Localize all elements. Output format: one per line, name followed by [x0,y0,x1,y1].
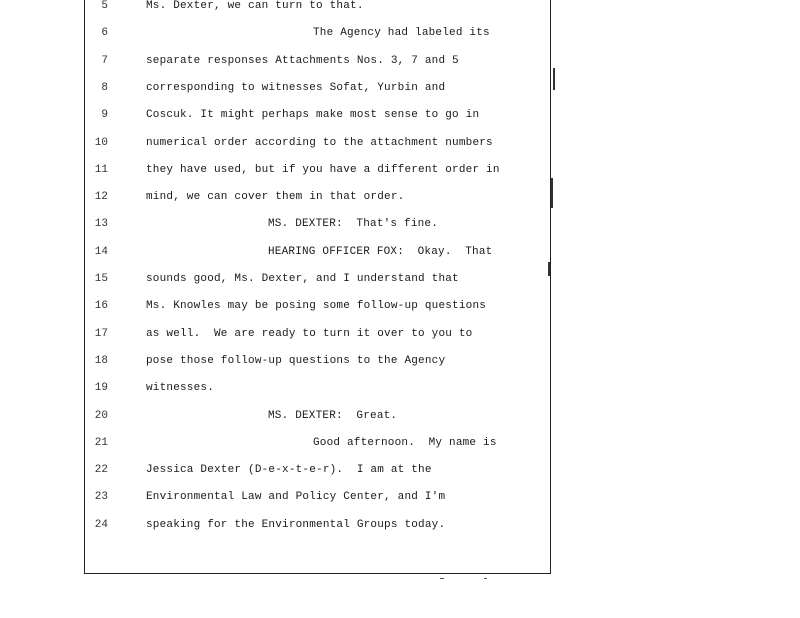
transcript-line [0,133,800,153]
transcript-line [0,406,800,426]
line-number: 18 [94,354,108,367]
line-number: 5 [101,0,108,12]
line-text: Jessica Dexter (D-e-x-t-e-r). I am at the [146,464,432,477]
transcript-line [0,160,800,180]
transcript-line [0,296,800,316]
line-text: witnesses. [146,382,215,395]
transcript-line [0,78,800,98]
transcript-line [0,187,800,207]
line-text: Environmental Law and Policy Center, and I'm [146,491,446,504]
scan-artifact [553,68,555,90]
line-number: 17 [94,327,108,340]
line-number: 21 [94,436,108,449]
line-text: numerical order according to the attachment numbers [146,136,493,149]
transcript-line [0,324,800,344]
line-number: 11 [94,163,108,176]
line-text: MS. DEXTER: That's fine. [268,218,439,231]
line-text: they have used, but if you have a different order in [146,163,500,176]
transcript-line [0,0,800,16]
line-number: 14 [94,245,108,258]
transcript-line [0,23,800,43]
transcript-line [0,460,800,480]
transcript-line [0,515,800,535]
line-number: 23 [94,491,108,504]
line-text: HEARING OFFICER FOX: Okay. That [268,245,493,258]
line-text: as well. We are ready to turn it over to you to [146,327,473,340]
line-number: 15 [94,273,108,285]
transcript-line [0,214,800,234]
transcript-line [0,351,800,371]
transcript-line [0,487,800,507]
line-text: Ms. Dexter, we can turn to that. [146,0,364,12]
line-text: Ms. Knowles may be posing some follow-up questions [146,300,487,313]
line-number: 20 [94,409,108,422]
line-text: speaking for the Environmental Groups today. [146,518,446,531]
line-number: 12 [94,191,108,204]
transcript-line [0,378,800,398]
line-text: sounds good, Ms. Dexter, and I understand that [146,273,459,285]
line-number: 24 [94,518,108,531]
line-number: 9 [101,109,108,122]
line-number: 13 [94,218,108,231]
scan-artifact [548,262,550,276]
transcript-line [0,105,800,125]
line-text: mind, we can cover them in that order. [146,191,405,204]
scan-artifact [440,578,444,579]
line-text: Coscuk. It might perhaps make most sense to go in [146,109,480,122]
line-number: 22 [94,464,108,477]
transcript-line [0,433,800,453]
line-number: 19 [94,382,108,395]
scan-artifact [551,178,553,208]
line-number: 8 [101,81,108,94]
line-number: 10 [94,136,108,149]
line-number: 7 [101,54,108,67]
transcript-line [0,242,800,262]
transcript-line [0,269,800,289]
line-text: Good afternoon. My name is [313,436,497,449]
line-number: 6 [101,27,108,40]
line-number: 16 [94,300,108,313]
line-text: pose those follow-up questions to the Agency [146,354,446,367]
line-text: separate responses Attachments Nos. 3, 7 and 5 [146,54,459,67]
scan-artifact [484,578,487,579]
transcript-line [0,51,800,71]
line-text: MS. DEXTER: Great. [268,409,398,422]
line-text: The Agency had labeled its [313,27,490,40]
line-text: corresponding to witnesses Sofat, Yurbin and [146,81,446,94]
